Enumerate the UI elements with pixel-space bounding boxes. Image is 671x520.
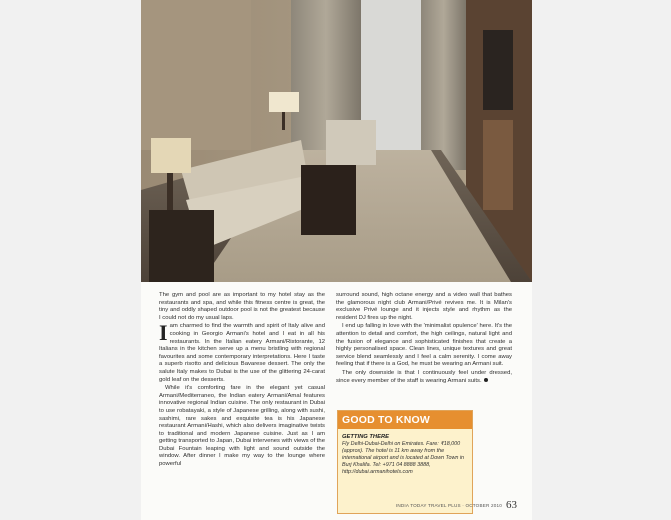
article-column-left <box>159 292 325 470</box>
page-number: 63 <box>506 499 517 511</box>
getting-there-details: Fly Delhi-Dubai-Delhi on Emirates. Fare: ₹18,000 (approx). The hotel is 11 km away from the international airport and is located at Down Town in Burj Khalifa. Tel: +971 04 8888 3888, http://dubai.armanihotels.com <box>342 441 465 475</box>
article-paragraph: While it's comforting fare in the elegant yet casual Armani/Mediterraneo, the Indian eatery Armani/Amal features innovative regional Indian cuisine. The only restaurant in Dubai to use robatayaki, a style of Japanese grilling, along with sushi, sashimi, rare sakes and exquisite tea is his Japanese restaurant Armani/Hashi, which also delivers imaginative twists to traditional and modern Japanese cuisine. Just as I am getting transported to Japan, Dubai intervenes with views of the Dubai Fountain leaping with light and sound outside the window. After dinner I make my way to the lounge where powerful <box>159 385 325 468</box>
publication-footer: INDIA TODAY TRAVEL PLUS · OCTOBER 2010 <box>395 503 502 508</box>
hotel-room-illustration <box>141 0 532 282</box>
article-paragraph: I end up falling in love with the 'minimalist opulence' here. It's the attention to detail and comfort, the high ceilings, natural light and the fusion of elegance and sophisticated finishes that create a highly personalised space. Clean lines, unique textures and great service blend seamlessly and I feel a calm serenity. I come away feeling that if there is a God, he must be wearing an Armani suit. <box>336 323 512 368</box>
good-to-know-heading: GOOD TO KNOW <box>338 411 472 429</box>
hotel-room-photo <box>141 0 532 282</box>
article-paragraph-dropcap <box>159 320 325 384</box>
article-paragraph: surround sound, high octane energy and a video wall that bathes the glamorous night club Armani/Privé revives me. It is Milan's exclusive Privé lounge and it injects style and rhythm as the resident DJ fires up the night. <box>336 292 512 321</box>
article-paragraph: The gym and pool are as important to my hotel stay as the restaurants and spa, and while this fitness centre is great, the tiny and oddly shaped outdoor pool is not the greatest because I could not do my usual laps. <box>159 292 325 321</box>
end-mark-icon <box>484 378 488 382</box>
article-paragraph-last <box>336 370 512 385</box>
drop-cap: I <box>159 320 168 346</box>
article-paragraph-text: am charmed to find the warmth and spirit of Italy alive and cooking in Georgio Armani's hotel and I eat in all his restaurants. In the Italian eatery Armani/Ristorante, 12 Italians in the kitchen serve up a menu bristling with regional favourites and some contemporary interpretations. Here I taste a superb risotto and delicious Bavarese dessert. The only the salute Italy makes to Dubai is the use of the glittering 24-carat gold leaf on the desserts. <box>159 323 325 383</box>
article-column-right <box>336 292 512 386</box>
good-to-know-box <box>337 410 473 514</box>
article-paragraph-text: The only downside is that I continuously feel under dressed, since every member of the staff is wearing Armani suits. <box>336 369 512 384</box>
getting-there-subheading: GETTING THERE <box>342 434 390 440</box>
magazine-page <box>141 0 532 520</box>
